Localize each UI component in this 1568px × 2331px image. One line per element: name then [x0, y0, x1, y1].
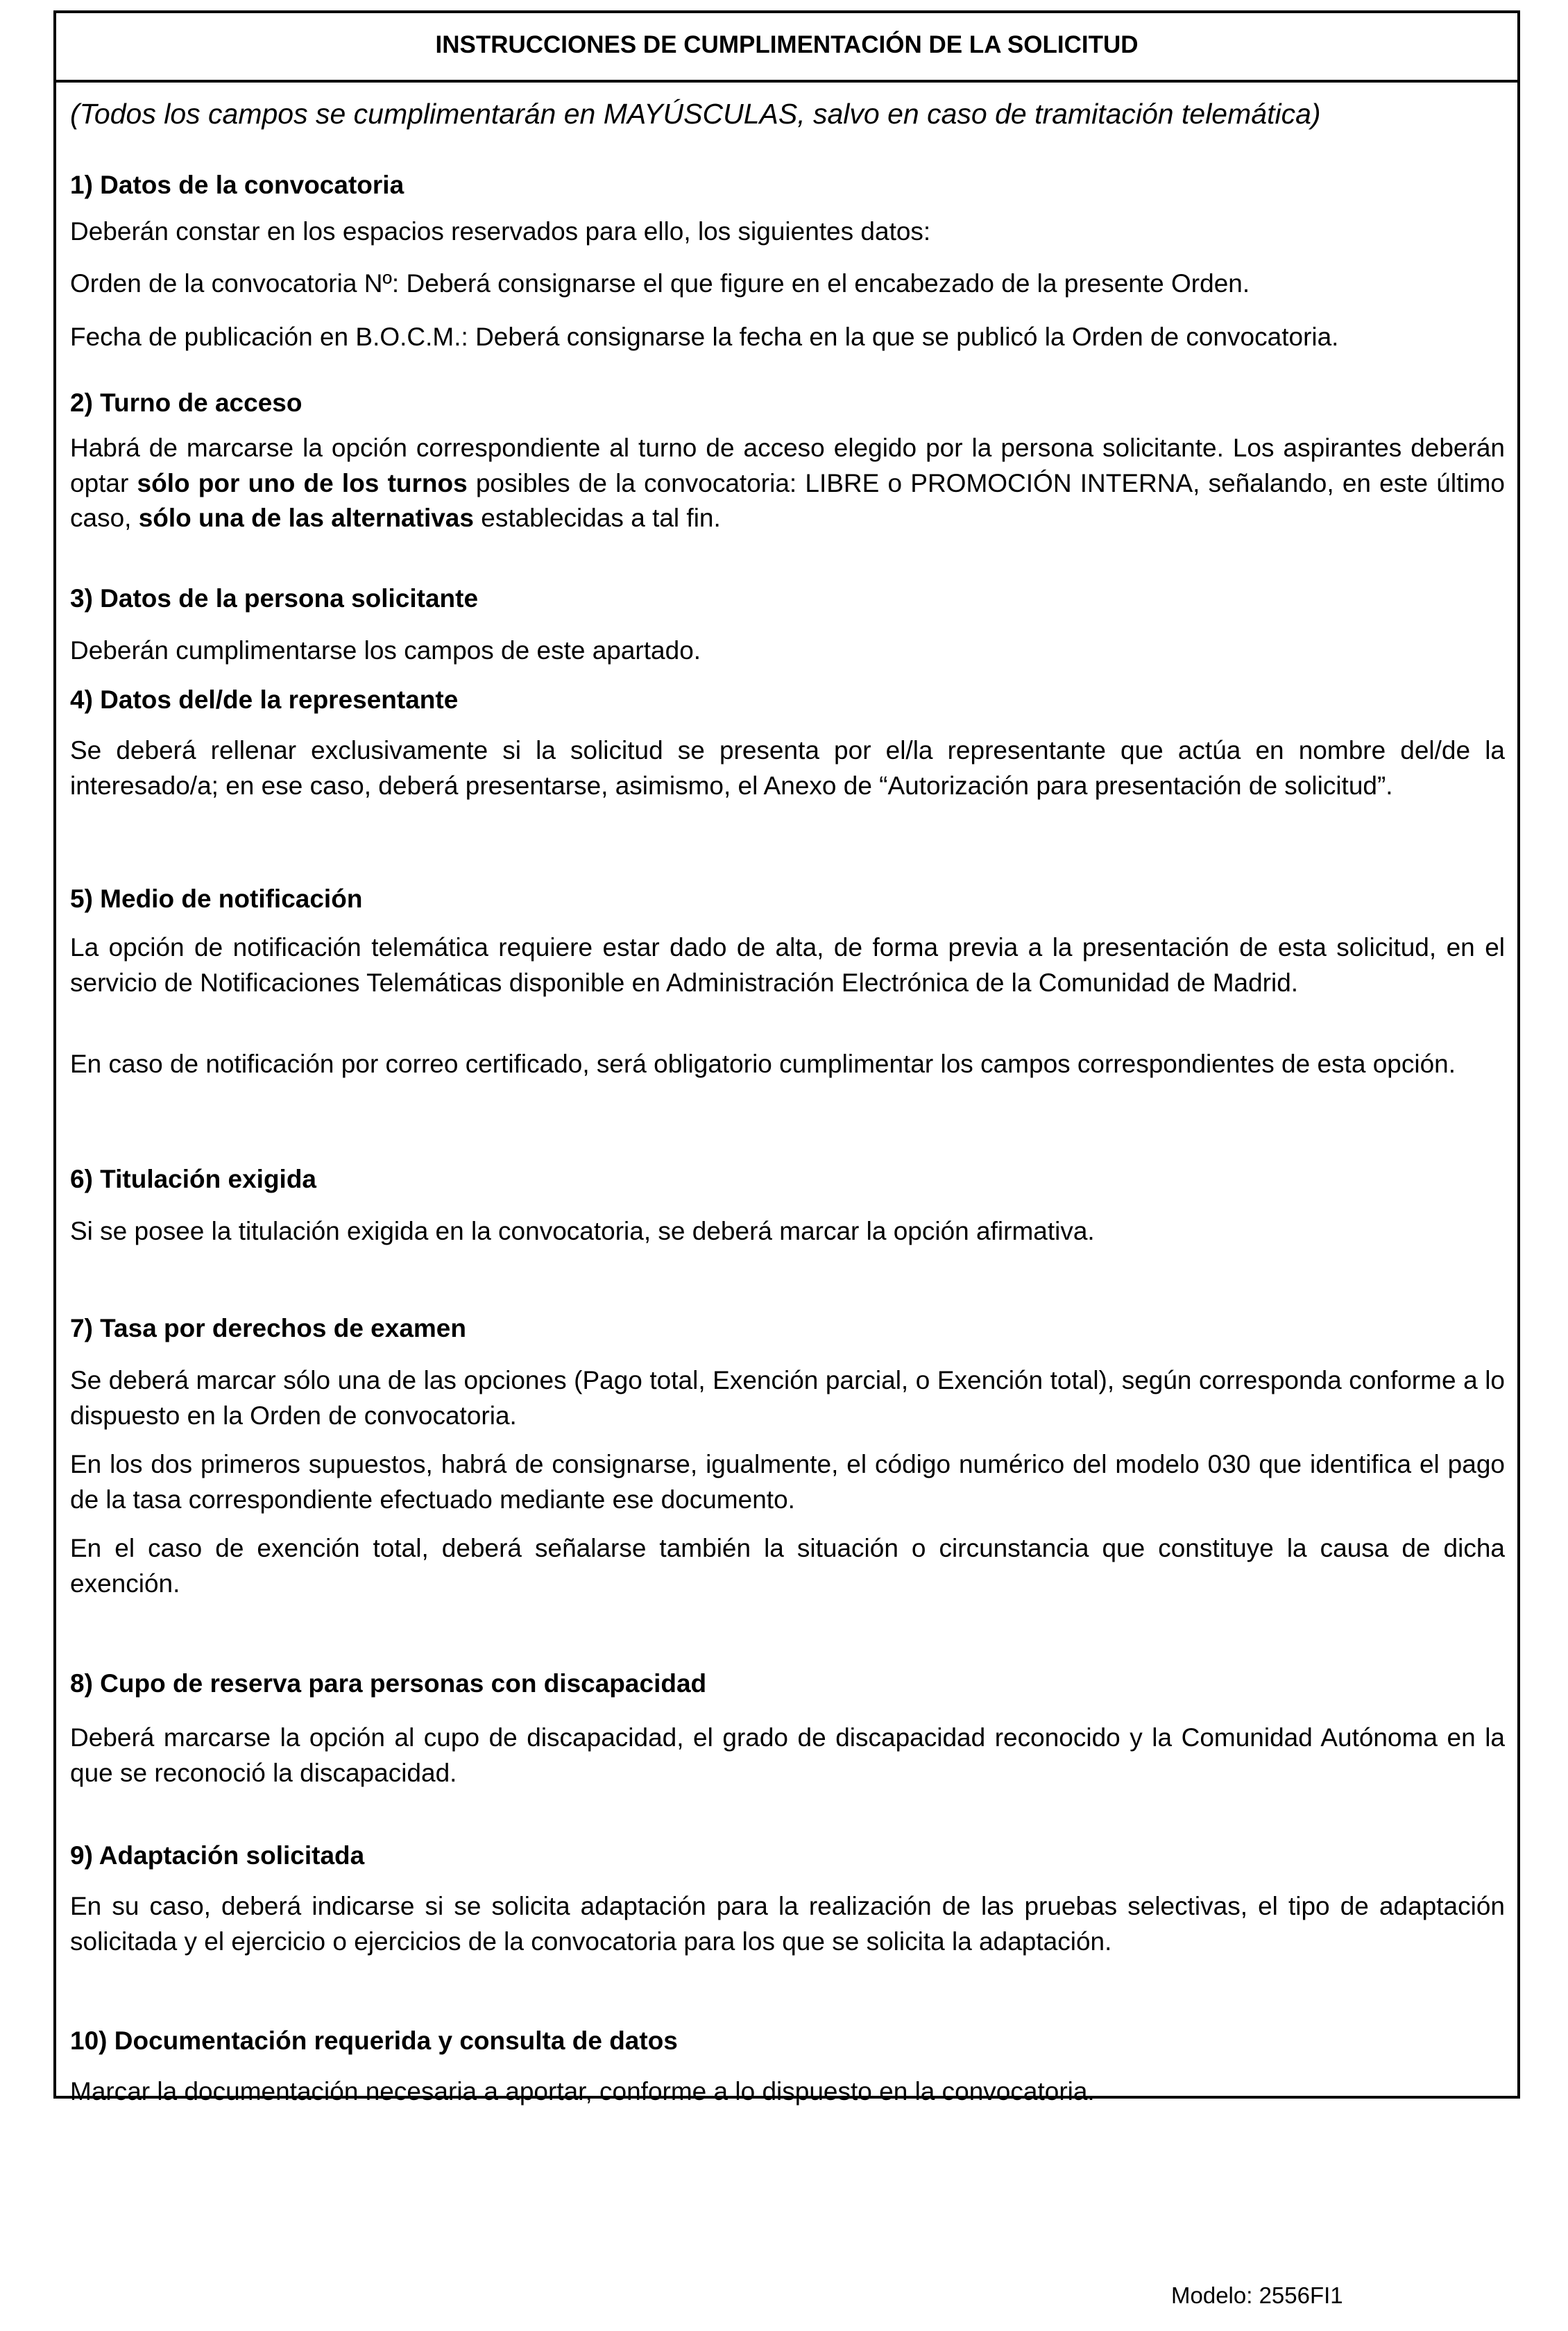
paragraph: Marcar la documentación necesaria a aportar, conforme a lo dispuesto en la convocatoria. — [70, 2077, 1095, 2106]
paragraph: Deberán constar en los espacios reservados para ello, los siguientes datos: — [70, 217, 931, 246]
paragraph: En el caso de exención total, deberá señalarse también la situación o circunstancia que constituye la causa de dicha exención. — [70, 1534, 1505, 1598]
paragraph: Deberá marcarse la opción al cupo de discapacidad, el grado de discapacidad reconocido y la Comunidad Autónoma en la que se reconoció la discapacidad. — [70, 1723, 1505, 1787]
uppercase-note: (Todos los campos se cumplimentarán en MAYÚSCULAS, salvo en caso de tramitación telemática) — [70, 98, 1321, 130]
paragraph — [70, 431, 1505, 536]
section-heading: 5) Medio de notificación — [70, 885, 363, 913]
section-heading: 8) Cupo de reserva para personas con discapacidad — [70, 1669, 707, 1698]
section-heading: 6) Titulación exigida — [70, 1165, 317, 1193]
section-heading: 10) Documentación requerida y consulta de datos — [70, 2026, 678, 2055]
paragraph: En los dos primeros supuestos, habrá de consignarse, igualmente, el código numérico del modelo 030 que identifica el pago de la tasa correspondiente efectuado mediante ese documento. — [70, 1450, 1505, 1514]
paragraph: En su caso, deberá indicarse si se solicita adaptación para la realización de las pruebas selectivas, el tipo de adaptación solicitada y el ejercicio o ejercicios de la convocatoria para los que se solicita la adaptación. — [70, 1892, 1505, 1956]
paragraph: Se deberá marcar sólo una de las opciones (Pago total, Exención parcial, o Exención total), según corresponda conforme a lo dispuesto en la Orden de convocatoria. — [70, 1366, 1505, 1430]
model-code: Modelo: 2556FI1 — [1171, 2282, 1343, 2308]
section-heading: 1) Datos de la convocatoria — [70, 171, 404, 199]
bold-run: sólo una de las alternativas — [138, 504, 474, 532]
section-heading: 3) Datos de la persona solicitante — [70, 584, 479, 613]
text-run: posibles de la convocatoria: LIBRE o PROMOCIÓN INTERNA, señalando, en este último caso, — [70, 468, 1505, 532]
section-heading: 4) Datos del/de la representante — [70, 685, 459, 714]
paragraph: Deberán cumplimentarse los campos de este apartado. — [70, 636, 701, 665]
section-heading: 2) Turno de acceso — [70, 388, 302, 417]
paragraph: En caso de notificación por correo certificado, será obligatorio cumplimentar los campos correspondientes de esta opción. — [70, 1050, 1456, 1078]
section-heading: 9) Adaptación solicitada — [70, 1841, 365, 1870]
page-title — [53, 10, 1520, 83]
paragraph: Orden de la convocatoria Nº: Deberá consignarse el que figure en el encabezado de la presente Orden. — [70, 269, 1250, 298]
section-heading: 7) Tasa por derechos de examen — [70, 1314, 466, 1342]
paragraph: Fecha de publicación en B.O.C.M.: Deberá consignarse la fecha en la que se publicó la Orden de convocatoria. — [70, 323, 1339, 351]
bold-run: sólo por uno de los turnos — [137, 468, 468, 497]
text-run: Habrá de marcarse la opción correspondiente al turno de acceso elegido por la persona solicitante. Los aspirantes deberán optar — [70, 434, 1505, 497]
paragraph: Se deberá rellenar exclusivamente si la solicitud se presenta por el/la representante que actúa en nombre del/de la interesado/a; en ese caso, deberá presentarse, asimismo, el Anexo de “Autorización para presentación de solicitud”. — [70, 736, 1505, 800]
paragraph: Si se posee la titulación exigida en la convocatoria, se deberá marcar la opción afirmativa. — [70, 1217, 1095, 1245]
text-run: establecidas a tal fin. — [473, 504, 721, 532]
title-text: INSTRUCCIONES DE CUMPLIMENTACIÓN DE LA SOLICITUD — [435, 31, 1139, 58]
paragraph: La opción de notificación telemática requiere estar dado de alta, de forma previa a la presentación de esta solicitud, en el servicio de Notificaciones Telemáticas disponible en Administración Electrónica de la Comunidad de Madrid. — [70, 933, 1505, 997]
